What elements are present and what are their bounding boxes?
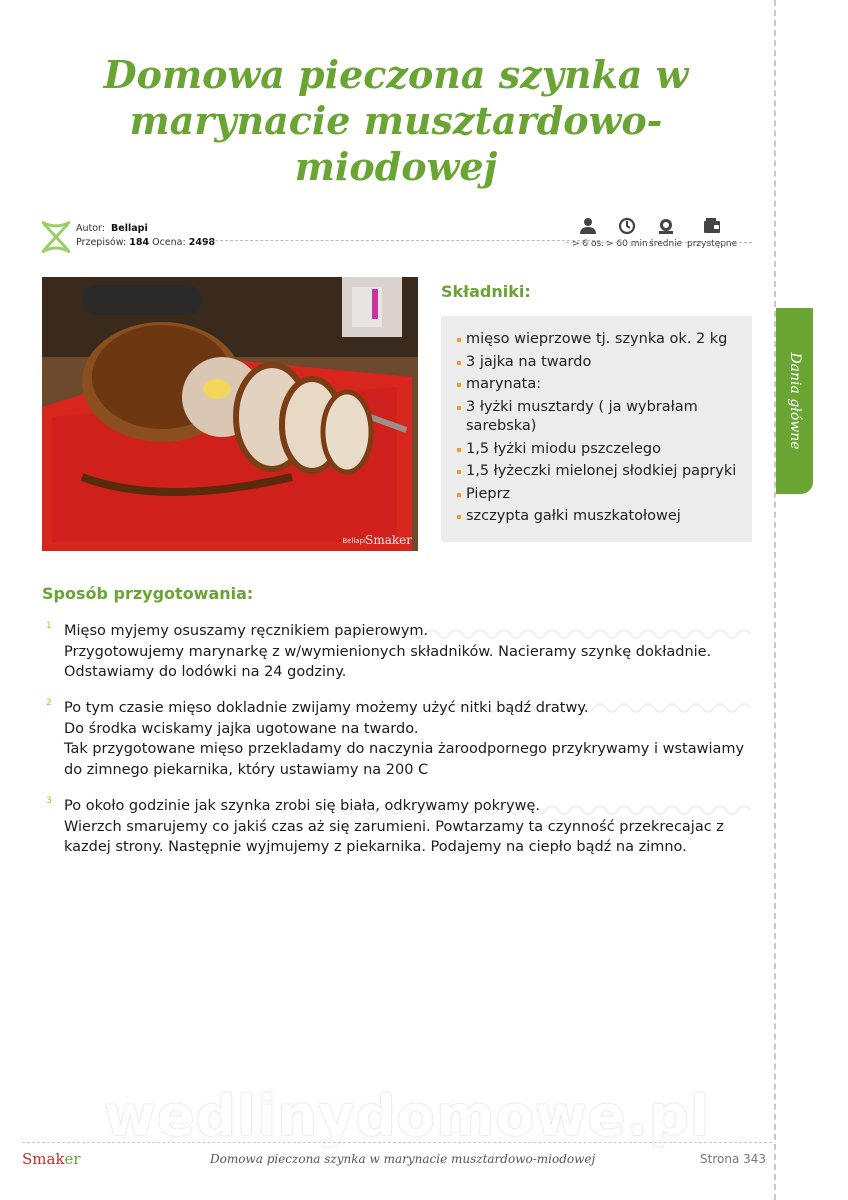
author-divider: [200, 240, 600, 241]
meta-divider: [566, 242, 752, 243]
meta-cost-label: przystępne: [687, 239, 738, 249]
author-name[interactable]: Bellapi: [111, 223, 148, 234]
photo-watermark: Smaker: [365, 533, 412, 547]
person-icon: [579, 217, 597, 235]
author-lines: [76, 222, 215, 250]
clock-icon: [618, 217, 636, 235]
smaker-logo: [22, 1150, 81, 1168]
ingredient-item: marynata:: [457, 375, 740, 395]
photo-author: Bellapi: [342, 537, 366, 545]
ingredients-heading: Składniki:: [441, 282, 531, 301]
footer-divider: [22, 1142, 772, 1143]
step-text: Po około godzinie jak szynka zrobi się biała, odkrywamy pokrywę. Wierzch smarujemy co jakiś czas aż się zarumieni. Powtarzamy ta czynność przekrecajac z kazdej strony. Następnie wyjmujemy z piekarnika. Podajemy na ciepło bądź na zimno.: [64, 798, 724, 855]
step-number: 2: [46, 698, 52, 708]
meta-cost: [687, 217, 737, 249]
recipes-count: 184: [129, 237, 150, 248]
rating-value: 2498: [188, 237, 216, 248]
meta-time-label: > 60 min: [606, 239, 648, 249]
step-number: 1: [46, 621, 52, 631]
category-tab[interactable]: [776, 308, 813, 494]
logo-part-b: er: [64, 1150, 81, 1168]
meta-servings: [572, 217, 604, 249]
ingredients-list: [457, 330, 740, 527]
site-watermark: wedlinydomowe.pl: [104, 1084, 711, 1149]
step-text: Mięso myjemy osuszamy ręcznikiem papierowym. Przygotowujemy marynarkę z w/wymienionych składników. Nacieramy szynkę dokładnie. Odstawiamy do lodówki na 24 godziny.: [64, 623, 712, 680]
ingredient-item: 3 jajka na twardo: [457, 353, 740, 373]
ingredient-item: 3 łyżki musztardy ( ja wybrałam sarebska): [457, 398, 740, 437]
ingredient-item: szczypta gałki muszkatołowej: [457, 507, 740, 527]
page-number: Strona 343: [700, 1152, 767, 1166]
step-number: 3: [46, 796, 52, 806]
preparation-heading: Sposób przygotowania:: [42, 584, 254, 603]
recipe-title: Domowa pieczona szynka w marynacie musztardowo-miodowej: [103, 52, 689, 189]
ingredient-item: mięso wieprzowe tj. szynka ok. 2 kg: [457, 330, 740, 350]
chef-hat-icon: [657, 217, 675, 235]
author-logo-icon: [40, 220, 72, 254]
step-text: Po tym czasie mięso dokladnie zwijamy możemy użyć nitki bądź dratwy. Do środka wciskamy jajka ugotowane na twardo. Tak przygotowane mięso przekladamy do naczynia żaroodpornego przykrywamy i wstawiamy do zimnego piekarnika, który ustawiamy na 200 C: [64, 700, 745, 778]
author-label: Autor:: [76, 223, 105, 234]
meta-time: [606, 217, 648, 249]
ham-photo-image: [42, 277, 418, 551]
ingredients-box: [441, 316, 752, 542]
ingredient-item: 1,5 łyżki miodu pszczelego: [457, 440, 740, 460]
meta-difficulty-label: średnie: [649, 239, 683, 249]
recipes-label: Przepisów:: [76, 237, 127, 248]
wallet-icon: [703, 217, 721, 235]
cut-line: [774, 0, 776, 1200]
meta-servings-label: > 6 os.: [572, 239, 605, 249]
footer-title: Domowa pieczona szynka w marynacie musztardowo-miodowej: [210, 1152, 596, 1166]
rating-label: Ocena:: [152, 237, 186, 248]
recipe-photo: [42, 277, 418, 551]
ingredient-item: Pieprz: [457, 485, 740, 505]
category-tab-label: Dania główne: [786, 352, 803, 450]
logo-part-a: Smak: [22, 1150, 65, 1168]
ingredient-item: 1,5 łyżeczki mielonej słodkiej papryki: [457, 462, 740, 482]
meta-difficulty: [649, 217, 682, 249]
